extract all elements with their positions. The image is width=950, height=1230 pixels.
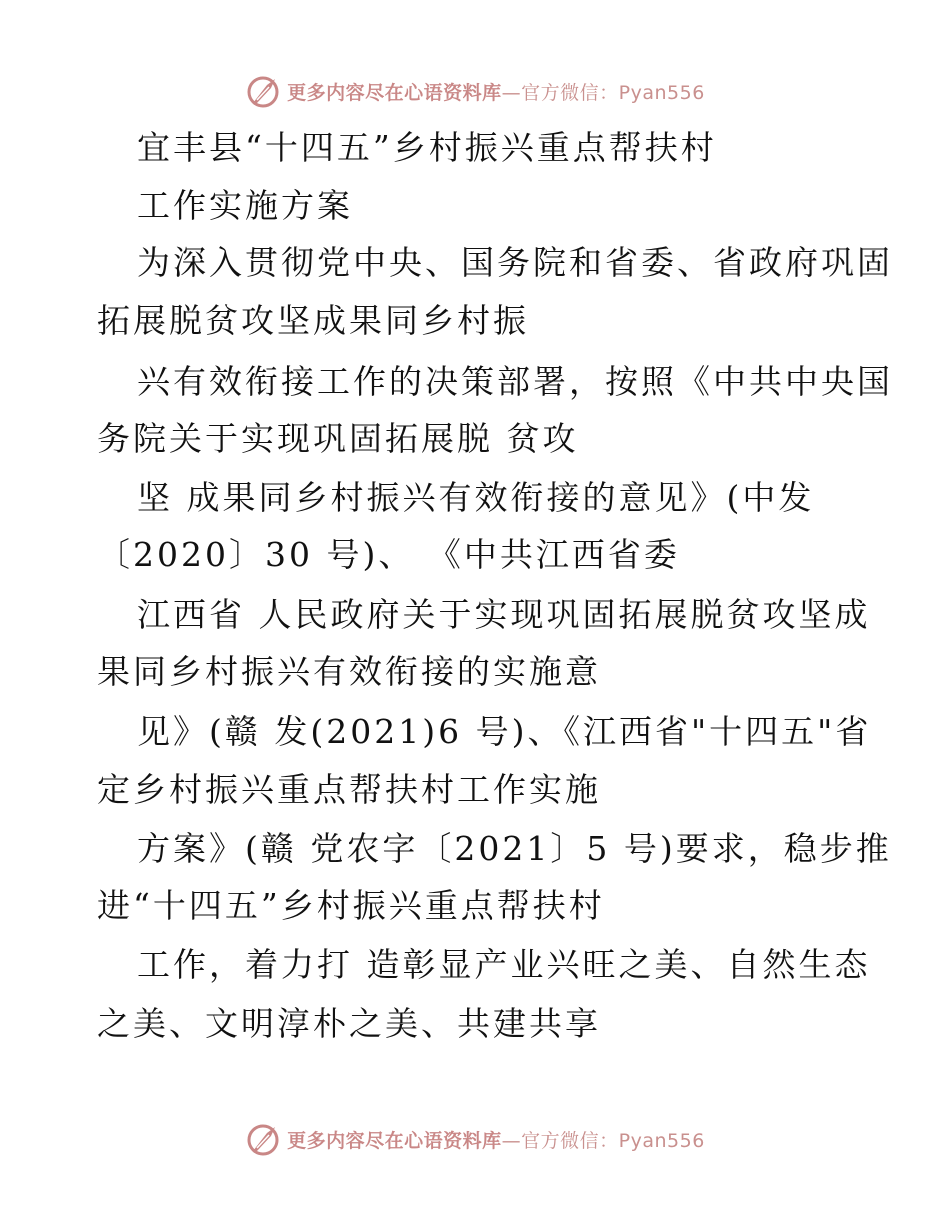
- watermark-brand: 更多内容尽在心语资料库: [287, 1129, 502, 1152]
- paragraph-line: 〔2020〕30 号)、 《中共江西省委: [97, 535, 680, 574]
- paragraph-line: 进“十四五”乡村振兴重点帮扶村: [97, 886, 605, 925]
- paragraph-line: 坚 成果同乡村振兴有效衔接的意见》(中发: [137, 478, 815, 517]
- paragraph-line: 工作，着力打 造彰显产业兴旺之美、自然生态: [137, 945, 871, 984]
- paragraph-line: 务院关于实现巩固拓展脱 贫攻: [97, 419, 579, 458]
- quill-logo-icon: [245, 73, 281, 109]
- footer-watermark: [0, 1119, 950, 1159]
- paragraph-line: 江西省 人民政府关于实现巩固拓展脱贫攻坚成: [137, 595, 871, 634]
- document-title-line-1: 宜丰县“十四五”乡村振兴重点帮扶村: [137, 128, 717, 167]
- paragraph-line: 兴有效衔接工作的决策部署，按照《中共中央国: [137, 362, 893, 401]
- watermark-contact: 官方微信：Pyan556: [521, 81, 705, 104]
- paragraph-line: 果同乡村振兴有效衔接的实施意: [97, 652, 601, 691]
- quill-logo-icon: [245, 1121, 281, 1157]
- paragraph-line: 为深入贯彻党中央、国务院和省委、省政府巩固: [137, 243, 893, 282]
- paragraph-line: 之美、文明淳朴之美、共建共享: [97, 1004, 601, 1043]
- paragraph-line: 拓展脱贫攻坚成果同乡村振: [97, 301, 529, 340]
- paragraph-line: 定乡村振兴重点帮扶村工作实施: [97, 770, 601, 809]
- paragraph-line: 方案》(赣 党农字〔2021〕5 号)要求，稳步推: [137, 829, 892, 868]
- watermark-text: [287, 78, 705, 105]
- watermark-contact: 官方微信：Pyan556: [521, 1129, 705, 1152]
- paragraph-line: 见》(赣 发(2021)6 号)、《江西省"十四五"省: [137, 712, 872, 751]
- watermark-separator: —: [501, 81, 522, 104]
- document-title-line-2: 工作实施方案: [137, 186, 353, 225]
- watermark-brand: 更多内容尽在心语资料库: [287, 81, 502, 104]
- watermark-text: [287, 1126, 705, 1153]
- header-watermark: [0, 71, 950, 111]
- watermark-separator: —: [501, 1129, 522, 1152]
